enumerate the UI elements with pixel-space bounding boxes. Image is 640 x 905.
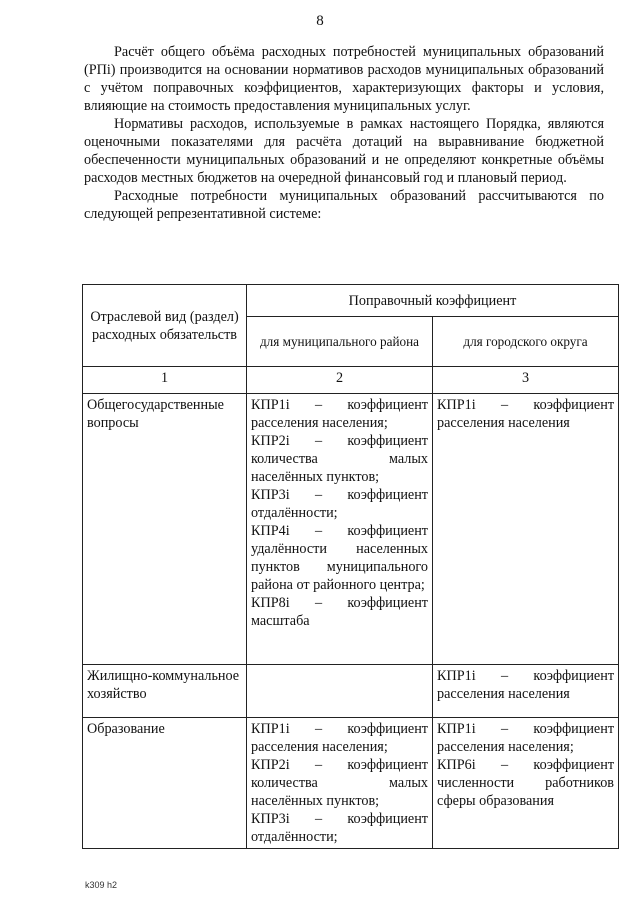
coefficient-entry: КПР1i – коэффициент расселения населения (437, 668, 615, 702)
row-sector: Общегосударственные вопросы (83, 394, 247, 665)
header-coefficient: Поправочный коэффициент (247, 285, 619, 317)
table-row (83, 394, 619, 665)
coefficient-entry: КПР1i – коэффициент расселения населения; (251, 721, 428, 755)
body-text (84, 43, 604, 223)
paragraph-3: Расходные потребности муниципальных образований рассчитываются по следующей репрезентативной системе: (84, 188, 604, 222)
coefficient-entry: КПР1i – коэффициент расселения населения; (251, 397, 428, 431)
footer-code: k309 h2 (85, 880, 118, 890)
coefficient-entry: КПР1i – коэффициент расселения населения (437, 397, 615, 431)
col-number-2: 2 (247, 367, 433, 394)
row-sector: Образование (83, 718, 247, 849)
row-city-coefficients (433, 394, 619, 665)
row-district-coefficients (247, 394, 433, 665)
row-city-coefficients (433, 718, 619, 849)
col-number-3: 3 (433, 367, 619, 394)
table-row (83, 665, 619, 718)
coefficient-table (82, 284, 619, 849)
table-row (83, 718, 619, 849)
paragraph-2: Нормативы расходов, используемые в рамках настоящего Порядка, являются оценочными показателями для расчёта дотаций на выравнивание бюджетной обеспеченности муниципальных образований и не определяют конкретные объёмы расходов местных бюджетов на очередной финансовый год и плановый период. (84, 116, 604, 186)
coefficient-entry: КПР3i – коэффициент отдалённости; (251, 811, 428, 845)
header-sector: Отраслевой вид (раздел) расходных обязательств (83, 285, 247, 367)
col-number-1: 1 (83, 367, 247, 394)
coefficient-entry: КПР8i – коэффициент масштаба (251, 595, 428, 629)
coefficient-entry: КПР6i – коэффициент численности работников сферы образования (437, 757, 615, 809)
coefficient-entry: КПР4i – коэффициент удалённости населенных пунктов муниципального района от районного центра; (251, 523, 428, 593)
coefficient-entry: КПР3i – коэффициент отдалённости; (251, 487, 428, 521)
row-city-coefficients (433, 665, 619, 718)
row-sector: Жилищно-коммунальное хозяйство (83, 665, 247, 718)
row-district-coefficients (247, 665, 433, 718)
coefficient-entry: КПР1i – коэффициент расселения населения; (437, 721, 615, 755)
header-city: для городского округа (433, 317, 619, 367)
coefficient-entry: КПР2i – коэффициент количества малых населённых пунктов; (251, 757, 428, 809)
header-district: для муниципального района (247, 317, 433, 367)
coefficient-entry: КПР2i – коэффициент количества малых населённых пунктов; (251, 433, 428, 485)
paragraph-1: Расчёт общего объёма расходных потребностей муниципальных образований (РПi) производится на основании нормативов расходов муниципальных образований с учётом поправочных коэффициентов, характеризующих факторы и условия, влияющие на стоимость предоставления муниципальных услуг. (84, 44, 604, 114)
page-number: 8 (316, 13, 324, 29)
row-district-coefficients (247, 718, 433, 849)
